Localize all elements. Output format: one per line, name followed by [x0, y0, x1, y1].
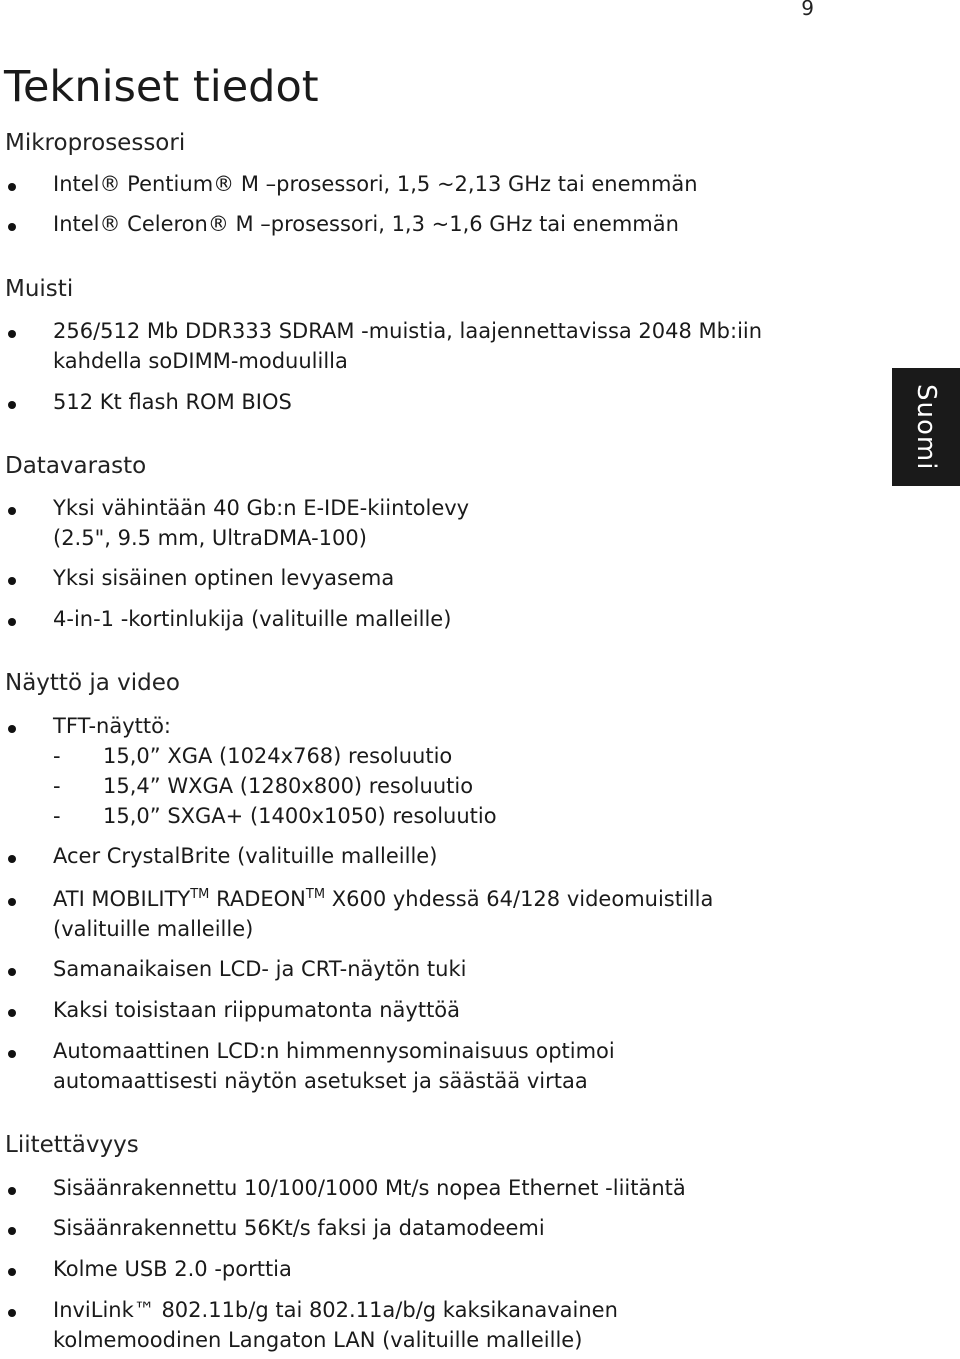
- section-heading-connectivity: Liitettävyys: [5, 1132, 139, 1158]
- sub-item-text: 15,0” XGA (1024x768) resoluutio: [103, 744, 453, 768]
- list-item-display-dual-support: Samanaikaisen LCD- ja CRT-näytön tuki: [53, 957, 467, 981]
- bullet: [8, 330, 16, 338]
- section-heading-display: Näyttö ja video: [5, 670, 180, 696]
- sub-item-dash: -: [53, 744, 61, 768]
- list-item-cpu-celeron: Intel® Celeron® M –prosessori, 1,3 ~1,6 GHz tai enemmän: [53, 212, 679, 236]
- list-item-storage-optical: Yksi sisäinen optinen levyasema: [53, 566, 395, 590]
- list-item-display-dual-independent: Kaksi toisistaan riippumatonta näyttöä: [53, 998, 461, 1022]
- page-title: Tekniset tiedot: [4, 62, 319, 112]
- list-item-storage-hdd-line2: (2.5", 9.5 mm, UltraDMA-100): [53, 526, 367, 550]
- sub-item-tft-sxga: [53, 804, 497, 828]
- list-item-display-tft: TFT-näyttö:: [53, 714, 172, 738]
- list-item-display-crystalbrite: Acer CrystalBrite (valituille malleille): [53, 844, 438, 868]
- list-item-display-ati: [53, 887, 713, 911]
- sub-item-tft-xga: [53, 744, 452, 768]
- list-item-memory-ram: 256/512 Mb DDR333 SDRAM -muistia, laajennettavissa 2048 Mb:iin: [53, 319, 763, 343]
- bullet: [8, 898, 16, 906]
- trademark-sup: TM: [190, 887, 210, 902]
- list-item-storage-hdd: Yksi vähintään 40 Gb:n E-IDE-kiintolevy: [53, 496, 470, 520]
- section-heading-memory: Muisti: [5, 276, 74, 302]
- list-item-connectivity-ethernet: Sisäänrakennettu 10/100/1000 Mt/s nopea Ethernet -liitäntä: [53, 1176, 686, 1200]
- list-item-display-dimming: Automaattinen LCD:n himmennysominaisuus optimoi: [53, 1039, 615, 1063]
- ati-text-part2: RADEON: [209, 887, 306, 911]
- list-item-connectivity-wlan-line2: kolmemoodinen Langaton LAN (valituille malleille): [53, 1328, 583, 1352]
- sub-item-tft-wxga: [53, 774, 473, 798]
- bullet: [8, 855, 16, 863]
- bullet: [8, 1009, 16, 1017]
- sub-item-dash: -: [53, 774, 61, 798]
- page-number: 9: [801, 0, 814, 20]
- section-heading-cpu: Mikroprosessori: [5, 130, 186, 156]
- sub-item-text: 15,4” WXGA (1280x800) resoluutio: [103, 774, 474, 798]
- bullet: [8, 968, 16, 976]
- list-item-connectivity-usb: Kolme USB 2.0 -porttia: [53, 1257, 292, 1281]
- bullet: [8, 183, 16, 191]
- bullet: [8, 507, 16, 515]
- bullet: [8, 1050, 16, 1058]
- list-item-storage-cardreader: 4-in-1 -kortinlukija (valituille malleille): [53, 607, 452, 631]
- ati-text-part3: X600 yhdessä 64/128 videomuistilla: [325, 887, 714, 911]
- bullet: [8, 1268, 16, 1276]
- list-item-memory-ram-line2: kahdella soDIMM-moduulilla: [53, 349, 348, 373]
- list-item-cpu-pentium: Intel® Pentium® M –prosessori, 1,5 ~2,13 GHz tai enemmän: [53, 172, 698, 196]
- bullet: [8, 223, 16, 231]
- language-tab-label: Suomi: [911, 383, 941, 471]
- section-heading-storage: Datavarasto: [5, 453, 147, 479]
- bullet: [8, 577, 16, 585]
- bullet: [8, 1227, 16, 1235]
- bullet: [8, 1309, 16, 1317]
- bullet: [8, 725, 16, 733]
- list-item-connectivity-modem: Sisäänrakennettu 56Kt/s faksi ja datamodeemi: [53, 1216, 545, 1240]
- trademark-sup: TM: [305, 887, 326, 902]
- ati-text-part1: ATI MOBILITY: [53, 887, 191, 911]
- list-item-connectivity-wlan: InviLink™ 802.11b/g tai 802.11a/b/g kaksikanavainen: [53, 1298, 618, 1322]
- sub-item-text: 15,0” SXGA+ (1400x1050) resoluutio: [103, 804, 497, 828]
- list-item-display-ati-line2: (valituille malleille): [53, 917, 254, 941]
- list-item-display-dimming-line2: automaattisesti näytön asetukset ja säästää virtaa: [53, 1069, 588, 1093]
- bullet: [8, 1187, 16, 1195]
- sub-item-dash: -: [53, 804, 61, 828]
- bullet: [8, 401, 16, 409]
- list-item-memory-bios: 512 Kt flash ROM BIOS: [53, 390, 292, 414]
- language-tab: [892, 368, 960, 486]
- bullet: [8, 618, 16, 626]
